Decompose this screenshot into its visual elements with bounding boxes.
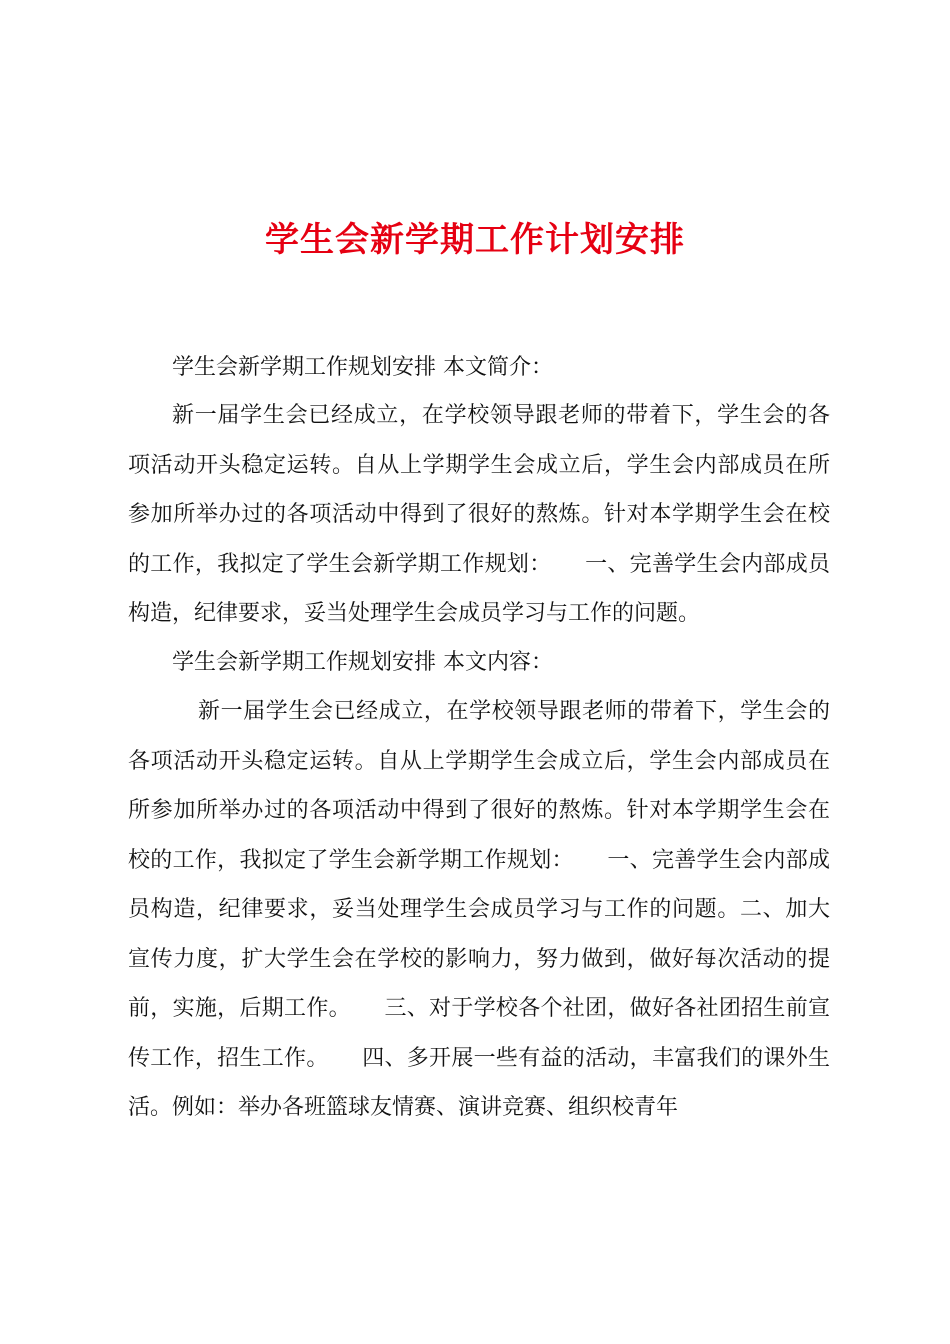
content-body-paragraph: 新一届学生会已经成立，在学校领导跟老师的带着下，学生会的各项活动开头稳定运转。自从上学期学生会成立后，学生会内部成员在所参加所举办过的各项活动中得到了很好的熬炼。针对本学期学生会在校的工作，我拟定了学生会新学期工作规划： 一、完善学生会内部成员构造，纪律要求，妥当处理学生会成员学习与工作的问题。二、加大宣传力度，扩大学生会在学校的影响力，努力做到，做好每次活动的提前，实施，后期工作。 三、对于学校各个社团，做好各社团招生前宣传工作，招生工作。 四、多开展一些有益的活动，丰富我们的课外生活。例如：举办各班篮球友情赛、演讲竞赛、组织校青年 — [128, 699, 830, 1120]
content-heading: 学生会新学期工作规划安排 本文内容： — [172, 650, 553, 675]
intro-heading: 学生会新学期工作规划安排 本文简介： — [172, 355, 553, 380]
intro-body-paragraph: 新一届学生会已经成立，在学校领导跟老师的带着下，学生会的各项活动开头稳定运转。自从上学期学生会成立后，学生会内部成员在所参加所举办过的各项活动中得到了很好的熬炼。针对本学期学生会在校的工作，我拟定了学生会新学期工作规划： 一、完善学生会内部成员构造，纪律要求，妥当处理学生会成员学习与工作的问题。 — [128, 403, 830, 626]
document-title: 学生会新学期工作计划安排 — [265, 220, 685, 260]
